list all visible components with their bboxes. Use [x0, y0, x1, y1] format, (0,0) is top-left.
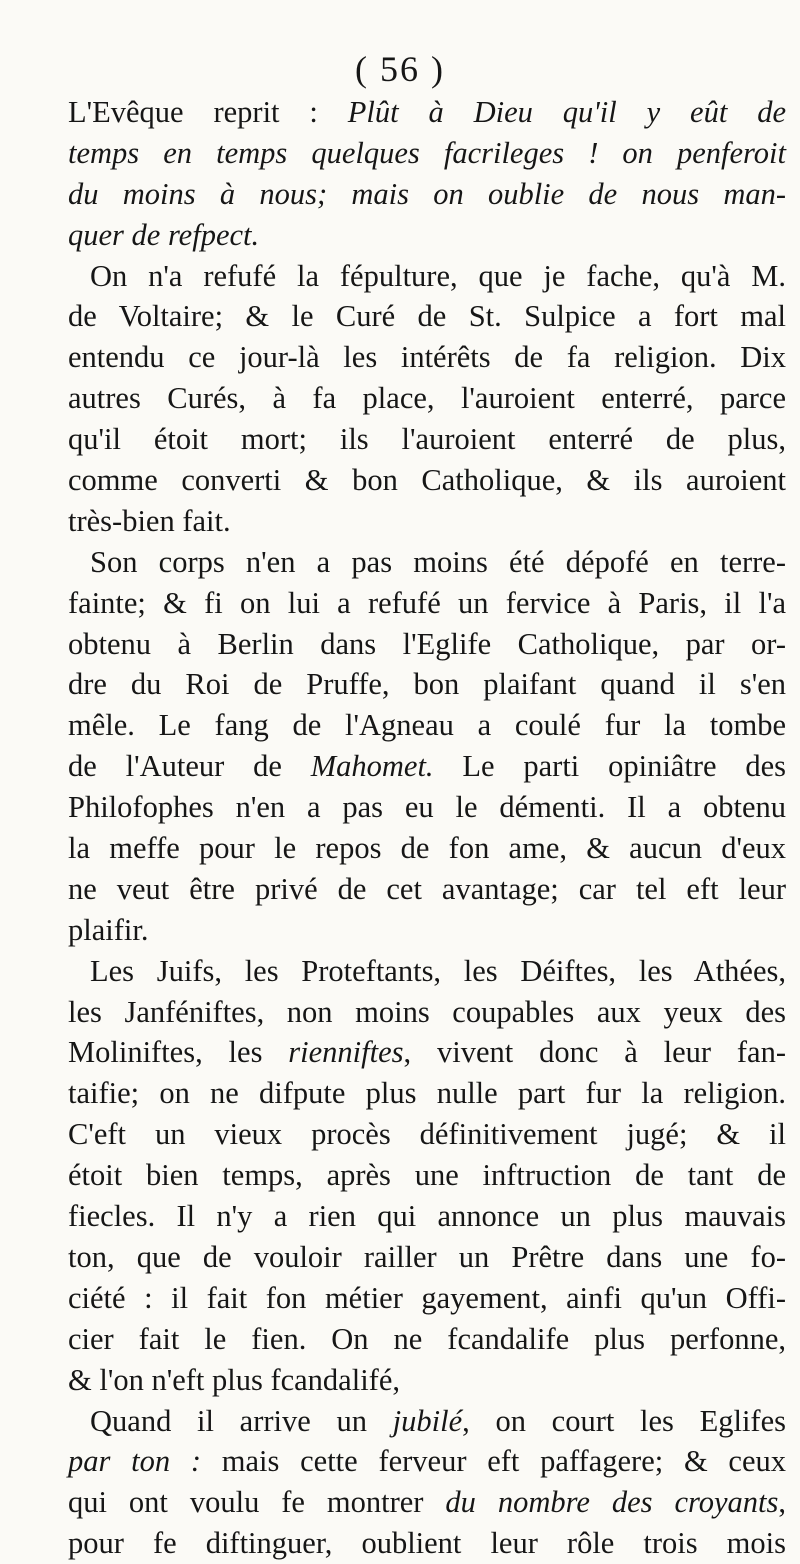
- text-line: [68, 1278, 786, 1319]
- text-segment: Son corps n'en a pas moins été dépofé en terre-: [90, 544, 786, 579]
- text-segment: L'Evêque reprit :: [68, 95, 348, 129]
- text-segment: C'eft un vieux procès définitivement jugé; & il: [68, 1117, 786, 1152]
- text-segment: , vivent donc à leur fan-: [403, 1035, 786, 1070]
- text-line: [68, 174, 786, 215]
- text-line: [68, 1114, 786, 1155]
- text-line: [68, 828, 786, 869]
- text-line: [68, 583, 786, 624]
- text-line: [68, 215, 786, 256]
- text-line: [68, 337, 786, 378]
- text-segment: la meffe pour le repos de fon ame, & aucun d'eux: [68, 831, 786, 866]
- italic-text: du moins à nous; mais on oublie de nous man-: [68, 176, 786, 211]
- text-segment: cier fait le fien. On ne fcandalife plus perfonne,: [68, 1321, 786, 1356]
- italic-text: quer de refpect.: [68, 217, 260, 252]
- text-line: [68, 624, 786, 665]
- text-line: [68, 705, 786, 746]
- text-line: [68, 1360, 786, 1401]
- text-line: [68, 133, 786, 174]
- text-line: [68, 992, 786, 1033]
- text-line: [68, 869, 786, 910]
- text-segment: plaifir.: [68, 912, 149, 947]
- text-line: [68, 951, 786, 992]
- text-line: [68, 542, 786, 583]
- italic-text: Mahomet.: [310, 749, 434, 784]
- text-segment: qu'il étoit mort; ils l'auroient enterré de plus,: [68, 422, 786, 457]
- text-line: [68, 1523, 786, 1564]
- page-number: ( 56 ): [355, 49, 445, 89]
- text-line: [68, 1441, 786, 1482]
- text-segment: Les Juifs, les Proteftants, les Déiftes, les Athées,: [90, 953, 786, 988]
- text-segment: On n'a refufé la fépulture, que je fache, qu'à M.: [90, 258, 786, 293]
- text-line: [68, 1319, 786, 1360]
- text-segment: fainte; & fi on lui a refufé un fervice à Paris, il l'a: [68, 585, 786, 620]
- text-line: [68, 296, 786, 337]
- text-segment: comme converti & bon Catholique, & ils auroient: [68, 463, 786, 498]
- text-line: [68, 460, 786, 501]
- text-line: [68, 378, 786, 419]
- italic-text: du nombre des croyants: [445, 1485, 779, 1520]
- text-segment: dre du Roi de Pruffe, bon plaifant quand il s'en: [68, 667, 786, 702]
- text-line: [68, 1196, 786, 1237]
- text-segment: mais cette ferveur eft paffagere; & ceux: [201, 1444, 787, 1479]
- text-segment: autres Curés, à fa place, l'auroient enterré, parce: [68, 381, 786, 416]
- text-segment: de l'Auteur de: [68, 749, 311, 784]
- text-line: [68, 1155, 786, 1196]
- text-line: [68, 1401, 786, 1442]
- italic-text: temps en temps quelques facrileges ! on penferoit: [68, 135, 786, 170]
- text-segment: entendu ce jour-là les intérêts de fa religion. Dix: [68, 340, 786, 375]
- body-text: [68, 92, 786, 1564]
- text-segment: ciété : il fait fon métier gayement, ainfi qu'un Offi-: [68, 1280, 786, 1315]
- italic-text: Plût à Dieu qu'il y eût de: [347, 95, 786, 129]
- text-segment: ,: [778, 1485, 786, 1520]
- italic-text: rienniftes: [288, 1035, 404, 1070]
- text-segment: étoit bien temps, après une inftruction de tant de: [68, 1158, 786, 1193]
- italic-text: jubilé: [392, 1403, 463, 1438]
- text-line: [68, 1482, 786, 1523]
- text-segment: obtenu à Berlin dans l'Eglife Catholique, par or-: [68, 626, 786, 661]
- text-line: [68, 1073, 786, 1114]
- text-segment: qui ont voulu fe montrer: [68, 1485, 446, 1520]
- text-segment: de Voltaire; & le Curé de St. Sulpice a fort mal: [68, 299, 786, 334]
- text-segment: très-bien fait.: [68, 503, 231, 538]
- text-line: [68, 787, 786, 828]
- text-line: [68, 419, 786, 460]
- text-segment: ton, que de vouloir railler un Prêtre dans une fo-: [68, 1239, 786, 1274]
- text-segment: Philofophes n'en a pas eu le démenti. Il a obtenu: [68, 790, 786, 825]
- text-line: [68, 1237, 786, 1278]
- text-segment: taifie; on ne difpute plus nulle part fur la religion.: [68, 1076, 786, 1111]
- italic-text: par ton :: [68, 1444, 202, 1479]
- text-line: [68, 746, 786, 787]
- text-segment: Moliniftes, les: [68, 1035, 289, 1070]
- text-segment: mêle. Le fang de l'Agneau a coulé fur la tombe: [68, 708, 786, 743]
- text-line: [68, 92, 786, 133]
- text-segment: fiecles. Il n'y a rien qui annonce un plus mauvais: [68, 1199, 786, 1234]
- text-line: [68, 1032, 786, 1073]
- text-segment: , on court les Eglifes: [462, 1403, 786, 1438]
- text-segment: Le parti opiniâtre des: [433, 749, 786, 784]
- text-line: [68, 501, 786, 542]
- text-segment: pour fe diftinguer, oublient leur rôle trois mois: [68, 1526, 786, 1561]
- text-line: [68, 910, 786, 951]
- text-segment: & l'on n'eft plus fcandalifé,: [68, 1362, 400, 1397]
- text-segment: les Janféniftes, non moins coupables aux yeux des: [68, 994, 786, 1029]
- text-segment: ne veut être privé de cet avantage; car tel eft leur: [68, 871, 786, 906]
- text-segment: Quand il arrive un: [90, 1403, 393, 1438]
- text-line: [68, 256, 786, 297]
- text-line: [68, 664, 786, 705]
